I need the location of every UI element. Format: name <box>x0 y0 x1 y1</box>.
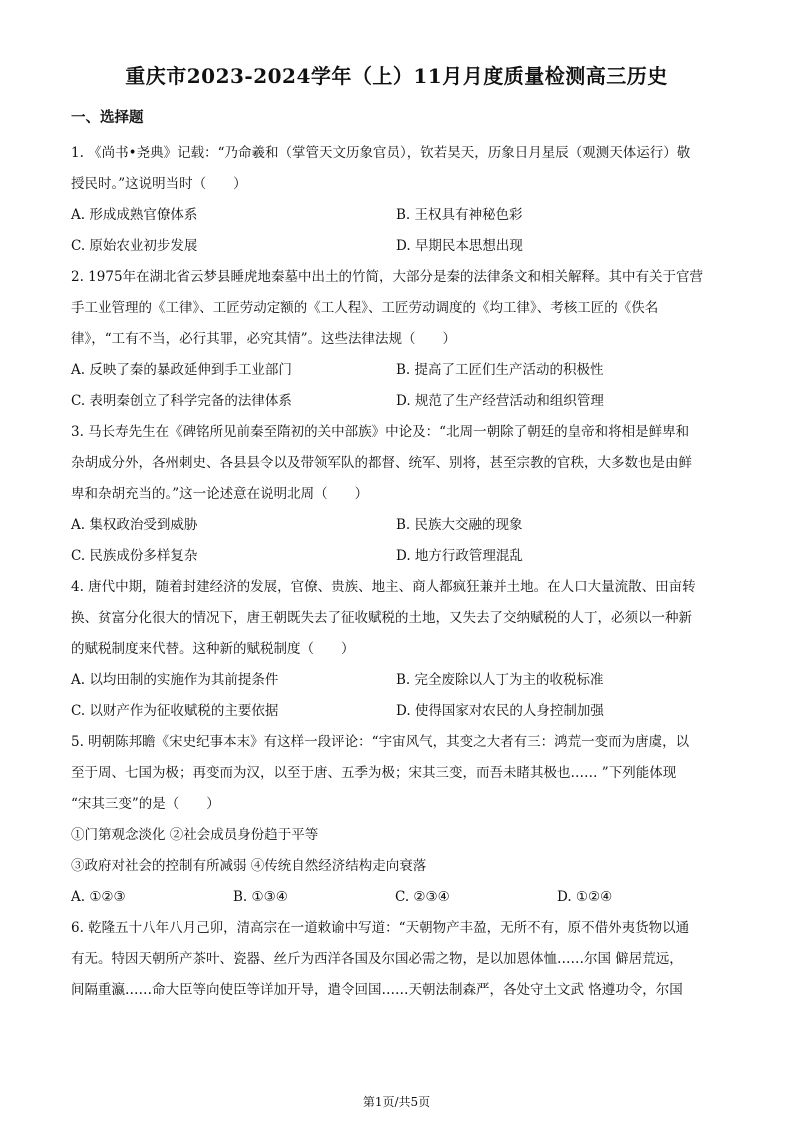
section-heading: 一、选择题 <box>71 109 144 126</box>
option-d[interactable]: D. 地方行政管理混乱 <box>396 548 523 564</box>
option-a[interactable]: A. 以均田制的实施作为其前提条件 <box>71 672 279 688</box>
options-row <box>71 541 721 572</box>
option-b[interactable]: B. 王权具有神秘色彩 <box>396 207 523 223</box>
question-text-line: 至于周、七国为极；再变而为汉，以至于唐、五季为极；宋其三变，而吾未睹其极也…… ”下列能体现 <box>71 765 677 781</box>
options-row <box>71 386 721 417</box>
option-c[interactable]: C. 原始农业初步发展 <box>71 238 198 254</box>
question-text-line: 1. 《尚书•尧典》记载：“乃命羲和（掌管天文历象官员），钦若昊天，历象日月星辰（观测天体运行）敬 <box>71 145 691 161</box>
options-row <box>71 696 721 727</box>
question-text-line: 授民时。”这说明当时（ ） <box>71 176 247 192</box>
question-text-line: 律》，“工有不当，必行其罪，必究其情”。这些法律法规（ ） <box>71 331 457 347</box>
question-5 <box>71 727 721 913</box>
option-b[interactable]: B. 民族大交融的现象 <box>396 517 523 533</box>
option-d[interactable]: D. 早期民本思想出现 <box>396 238 523 254</box>
options-row <box>71 882 721 913</box>
question-3 <box>71 417 721 572</box>
question-text-line: 手工业管理的《工律》、工匠劳动定额的《工人程》、工匠劳动调度的《均工律》、考核工匠的《佚名 <box>71 300 659 316</box>
question-text-line: 2. 1975年在湖北省云梦县睡虎地秦墓中出土的竹简，大部分是秦的法律条文和相关解释。其中有关于官营 <box>71 269 704 285</box>
option-b[interactable]: B. ①③④ <box>233 889 288 905</box>
question-text-line: “宋其三变”的是（ ） <box>71 796 220 812</box>
option-a[interactable]: A. 反映了秦的暴政延伸到手工业部门 <box>71 362 292 378</box>
options-row <box>71 200 721 231</box>
question-text-line: 间隔重瀛……命大臣等向使臣等详加开导，遣令回国……天朝法制森严，各处守土文武 恪遵功令，尔国 <box>71 982 683 998</box>
option-d[interactable]: D. 使得国家对农民的人身控制加强 <box>396 703 604 719</box>
question-statement: ③政府对社会的控制有所减弱 ④传统自然经济结构走向衰落 <box>71 858 427 874</box>
question-1 <box>71 138 721 262</box>
question-text-line: 5. 明朝陈邦瞻《宋史纪事本末》有这样一段评论：“宇宙风气，其变之大者有三：鸿荒一变而为唐虞，以 <box>71 734 690 750</box>
question-text-line: 卑和杂胡充当的。”这一论述意在说明北周（ ） <box>71 486 369 502</box>
option-b[interactable]: B. 提高了工匠们生产活动的积极性 <box>396 362 604 378</box>
options-row <box>71 355 721 386</box>
question-4 <box>71 572 721 727</box>
option-a[interactable]: A. 形成成熟官僚体系 <box>71 207 198 223</box>
question-2 <box>71 262 721 417</box>
option-c[interactable]: C. 民族成份多样复杂 <box>71 548 198 564</box>
option-c[interactable]: C. ②③④ <box>395 889 450 905</box>
option-a[interactable]: A. 集权政治受到威胁 <box>71 517 198 533</box>
question-text-line: 3. 马长寿先生在《碑铭所见前秦至隋初的关中部族》中论及：“北周一朝除了朝廷的皇帝和将相是鲜卑和 <box>71 424 690 440</box>
option-a[interactable]: A. ①②③ <box>71 889 126 905</box>
option-c[interactable]: C. 表明秦创立了科学完备的法律体系 <box>71 393 292 409</box>
question-text-line: 换、贫富分化很大的情况下，唐王朝既失去了征收赋税的土地，又失去了交纳赋税的人丁，必须以一种新 <box>71 610 692 626</box>
option-d[interactable]: D. ①②④ <box>557 889 613 905</box>
option-b[interactable]: B. 完全废除以人丁为主的收税标准 <box>396 672 604 688</box>
question-text-line: 的赋税制度来代替。这种新的赋税制度（ ） <box>71 641 355 657</box>
options-row <box>71 510 721 541</box>
question-text-line: 杂胡成分外，各州刺史、各县县令以及带领军队的都督、统军、别将，甚至宗教的官秩，大多数也是由鲜 <box>71 455 692 471</box>
page-title: 重庆市2023-2024学年（上）11月月度质量检测高三历史 <box>125 64 668 88</box>
question-text-line: 6. 乾隆五十八年八月己卯，清高宗在一道敕谕中写道：“天朝物产丰盈，无所不有，原不借外夷货物以通 <box>71 920 690 936</box>
question-6 <box>71 913 721 1006</box>
options-row <box>71 231 721 262</box>
question-statement: ①门第观念淡化 ②社会成员身份趋于平等 <box>71 827 319 843</box>
option-c[interactable]: C. 以财产作为征收赋税的主要依据 <box>71 703 279 719</box>
option-d[interactable]: D. 规范了生产经营活动和组织管理 <box>396 393 604 409</box>
question-text-line: 4. 唐代中期，随着封建经济的发展，官僚、贵族、地主、商人都疯狂兼并土地。在人口大量流散、田亩转 <box>71 579 696 595</box>
question-list <box>71 138 721 1006</box>
options-row <box>71 665 721 696</box>
page-footer: 第1页/共5页 <box>362 1095 431 1109</box>
question-text-line: 有无。特因天朝所产茶叶、瓷器、丝斤为西洋各国及尔国必需之物，是以加恩体恤……尔国 僻居荒远， <box>71 951 683 967</box>
